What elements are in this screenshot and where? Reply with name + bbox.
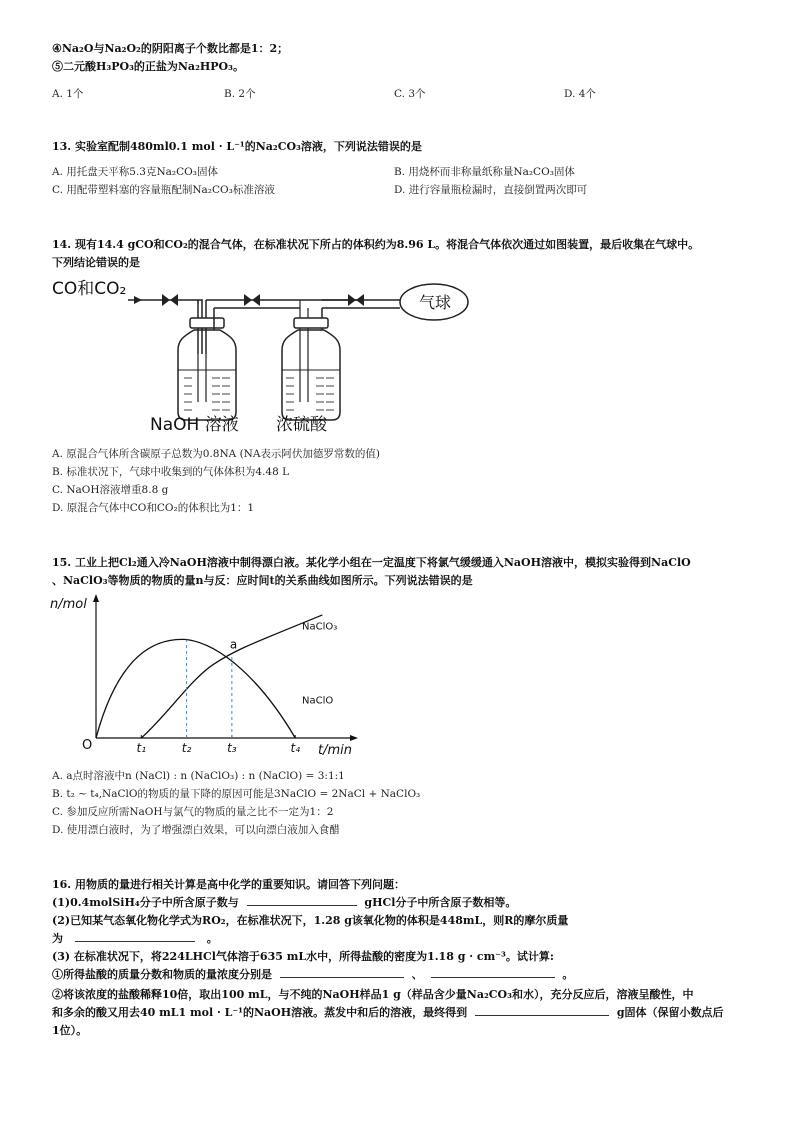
x-tick-label-4: t₄ [290,741,301,755]
q15-option-d: D. 使用漂白液时，为了增强漂白效果，可以向漂白液加入食醋 [52,824,340,836]
q16-part3-2-line1: ②将该浓度的盐酸稀释10倍，取出100 mL，与不纯的NaOH样品1 g（样品含少量Na₂CO₃和水），充分反应后，溶液呈酸性，中 [52,988,694,1001]
gas-apparatus-figure [50,274,490,434]
naclo-line [96,639,295,738]
q14-option-a: A. 原混合气体所含碳原子总数为0.8NA (NA表示阿伏加德罗常数的值) [52,448,381,460]
x-tick-label-2: t₂ [181,741,192,755]
option-b: B. 2个 [224,88,256,100]
x-tick-label-3: t₃ [227,741,237,755]
naclo-series-label: NaClO [302,695,334,707]
q16-part1-text-b: gHCl分子中所含原子数相等。 [364,896,517,909]
q16-part3-2-text-c: g固体（保留小数点后 [616,1006,724,1019]
option-a: A. 1个 [52,88,84,100]
q16-part2-text-b: 为 [52,932,63,945]
q16-part1-text-a: (1)0.4molSiH₄分子中所含原子数与 [52,896,239,909]
q15-option-b: B. t₂ ~ t₄,NaClO的物质的量下降的原因可能是3NaClO = 2NaCl + NaClO₃ [52,788,421,800]
amount-time-chart [50,592,370,760]
q15-stem-line1: 15. 工业上把Cl₂通入冷NaOH溶液中制得漂白液。某化学小组在一定温度下将氯气缓缓通入NaOH溶液中，模拟实验得到NaClO [52,556,691,569]
origin-label: O [82,738,93,753]
q16-part3-1-text-c: 。 [562,968,574,981]
q16-blank-2[interactable] [75,931,195,942]
q14-stem-line1: 14. 现有14.4 gCO和CO₂的混合气体，在标准状况下所占的体积约为8.96 L。将混合气体依次通过如图装置，最后收集在气球中。 [52,238,700,251]
point-a-label: a [229,637,238,652]
q16-part3-2-line2 [52,1004,724,1020]
q16-blank-5[interactable] [475,1005,609,1016]
x-tick-label-1: t₁ [136,741,147,755]
statement-5: ⑤二元酸H₃PO₃的正盐为Na₂HPO₃。 [52,60,244,73]
balloon-label: 气球 [419,293,452,312]
q16-part2-text-c: 。 [206,932,218,945]
q16-part3-2-text-b: 和多余的酸又用去40 mL1 mol · L⁻¹的NaOH溶液。蒸发中和后的溶液，最终得到 [52,1006,468,1019]
q13-option-a: A. 用托盘天平称5.3克Na₂CO₃固体 [52,166,218,178]
q16-part1 [52,894,516,910]
x-axis-arrow [350,735,358,741]
q16-part2-line1: (2)已知某气态氧化物化学式为RO₂，在标准状况下，1.28 g该氧化物的体积是448mL，则R的摩尔质量 [52,914,569,927]
q13-option-c: C. 用配带塑料塞的容量瓶配制Na₂CO₃标准溶液 [52,184,275,196]
y-axis-label: n/mol [50,597,87,612]
q14-stem-line2: 下列结论错误的是 [52,256,140,269]
q16-part3: (3) 在标准状况下，将224LHCl气体溶于635 mL水中，所得盐酸的密度为1.18 g · cm⁻³。试计算: [52,950,554,963]
q13-option-d: D. 进行容量瓶检漏时，直接倒置两次即可 [394,184,588,196]
gas-label: CO和CO₂ [52,279,127,299]
bottle1-label: NaOH 溶液 [150,415,239,434]
q15-stem-line2: 、NaClO₃等物质的物质的量n与反：应时间t的关系曲线如图所示。下列说法错误的是 [52,574,473,587]
statement-4: ④Na₂O与Na₂O₂的阴阳离子个数比都是1：2； [52,42,289,55]
q16-part3-1-text-a: ①所得盐酸的质量分数和物质的量浓度分别是 [52,968,272,981]
option-d: D. 4个 [564,88,596,100]
q16-part3-1-text-b: 、 [411,968,423,981]
y-axis-arrow [93,594,99,602]
q14-option-b: B. 标准状况下，气球中收集到的气体体积为4.48 L [52,466,290,478]
q16-part3-2-line3: 1位）。 [52,1024,88,1037]
naclo3-series-label: NaClO₃ [302,621,338,633]
q16-blank-3[interactable] [280,967,404,978]
x-axis-label: t/min [318,743,352,758]
q15-option-a: A. a点时溶液中n (NaCl) : n (NaClO₃) : n (NaClO) = 3:1:1 [52,770,345,782]
q13-option-b: B. 用烧杯而非称量纸称量Na₂CO₃固体 [394,166,575,178]
q16-part3-1 [52,966,573,982]
q15-option-c: C. 参加反应所需NaOH与氯气的物质的量之比不一定为1：2 [52,806,334,818]
option-c: C. 3个 [394,88,426,100]
q16-blank-4[interactable] [431,967,555,978]
bottle2-label: 浓硫酸 [276,415,327,434]
q16-blank-1[interactable] [247,895,357,906]
q14-option-c: C. NaOH溶液增重8.8 g [52,484,169,496]
q16-part2-line2 [52,930,218,946]
q13-stem: 13. 实验室配制480ml0.1 mol · L⁻¹的Na₂CO₃溶液，下列说法错误的是 [52,140,422,153]
q16-stem: 16. 用物质的量进行相关计算是高中化学的重要知识。请回答下列问题： [52,878,405,891]
q14-option-d: D. 原混合气体中CO和CO₂的体积比为1：1 [52,502,255,514]
